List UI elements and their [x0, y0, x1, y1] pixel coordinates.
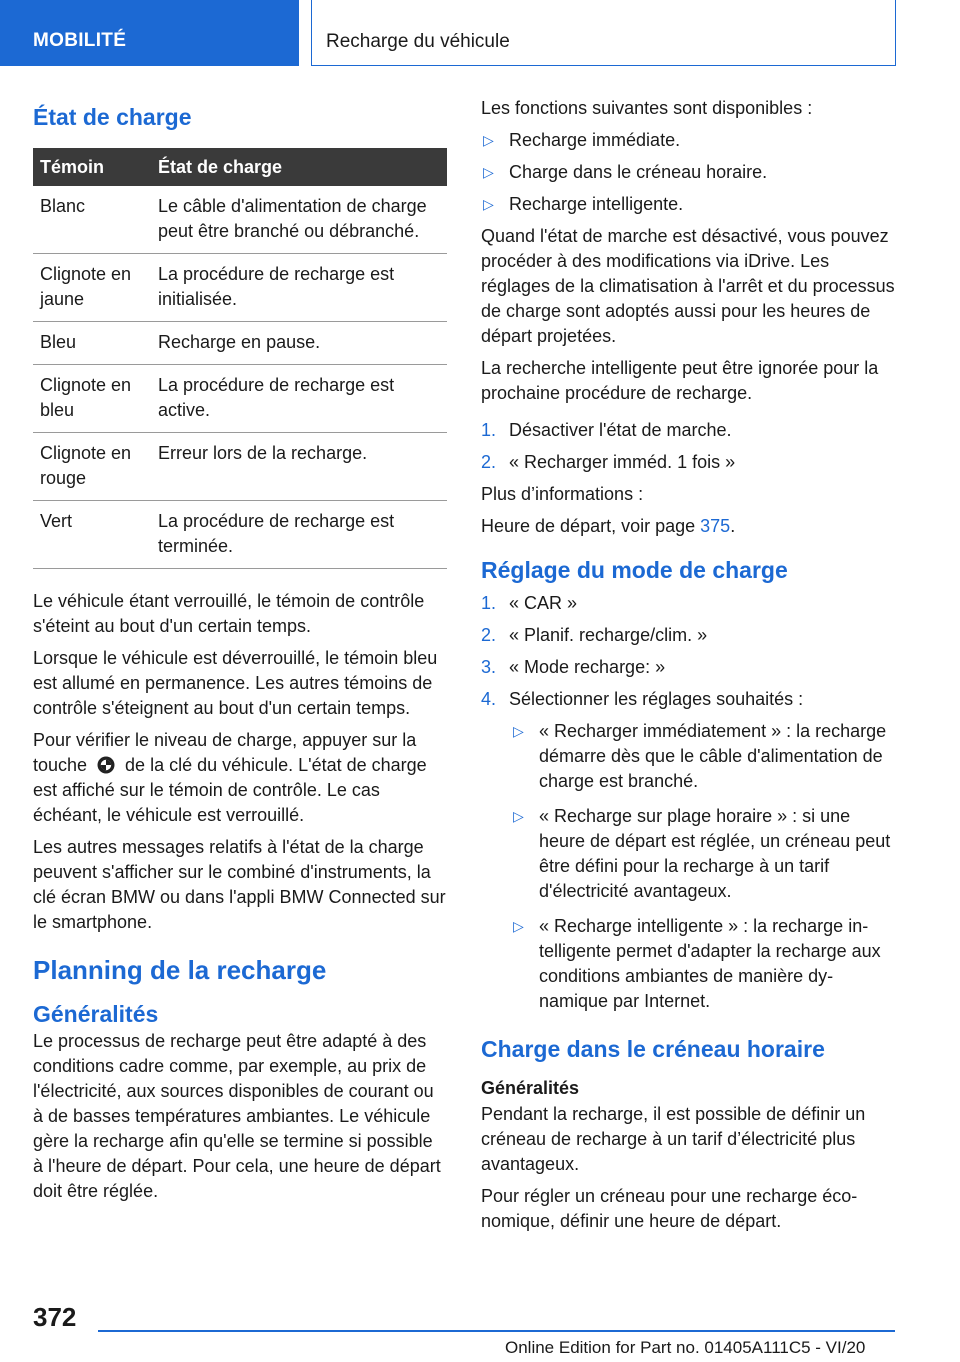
paragraph-text: de la clé du véhicule. L'état de charge est affiché sur le témoin de contrôle. Le cas échéant, le véhicule est verrouillé. [33, 755, 427, 825]
list-item [481, 160, 895, 185]
chapter-title: Recharge du véhicule [311, 0, 896, 66]
list-item-text: Désactiver l'état de marche. [509, 420, 732, 440]
reference-text: Heure de départ, voir page [481, 516, 696, 536]
list-item [481, 591, 895, 616]
triangle-right-icon: ▷ [483, 132, 494, 148]
table-row [33, 501, 447, 569]
list-item-text: « Recharger imméd. 1 fois » [509, 452, 736, 472]
paragraph: Pendant la recharge, il est possible de définir un créneau de recharge à un tarif d’électricité plus avantageux. [481, 1104, 866, 1174]
list-item [481, 192, 895, 217]
table-row [33, 433, 447, 501]
triangle-right-icon: ▷ [513, 723, 524, 739]
heading-generalites: Généralités [33, 1001, 159, 1027]
list-item-text: Recharge immédiate. [509, 130, 681, 150]
heading-reglage-mode: Réglage du mode de charge [481, 557, 788, 583]
bmw-roundel-icon [97, 756, 115, 774]
table-cell: Blanc [33, 186, 151, 254]
table-row [33, 322, 447, 365]
step-number: 1. [481, 420, 497, 440]
step-number: 4. [481, 689, 497, 709]
table-cell: Clignote en jaune [33, 254, 151, 322]
left-column [33, 96, 447, 1211]
heading-etat-de-charge: État de charge [33, 104, 192, 130]
step-number: 1. [481, 593, 497, 613]
heading-planning-recharge: Planning de la recharge [33, 955, 327, 985]
table-cell: Bleu [33, 322, 151, 365]
list-item [511, 719, 895, 794]
page-footer [0, 1290, 960, 1362]
table-cell: Vert [33, 501, 151, 569]
list-item-text: Recharge intelligente. [509, 194, 684, 214]
settings-steps-list [481, 591, 895, 712]
paragraph: Les autres messages relatifs à l'état de la charge peuvent s'afficher sur le combiné d'instruments, la clé écran BMW ou dans l'appli BMW Connected sur le smartphone. [33, 837, 446, 932]
paragraph: La recherche intelligente peut être ignorée pour la prochaine procédure de recharge. [481, 358, 879, 403]
table-cell: La procédure de recharge est initialisée. [151, 254, 447, 322]
table-header-cell: État de charge [151, 148, 447, 186]
table-row [33, 186, 447, 254]
list-item [481, 418, 895, 443]
triangle-right-icon: ▷ [513, 808, 524, 824]
list-item-text: « Recharger immédiatement » : la recharge démarre dès que le câble d'alimentation de charge est branché. [539, 721, 887, 791]
paragraph: Le véhicule étant verrouillé, le témoin de contrôle s'éteint au bout d'un certain temps. [33, 591, 425, 636]
table-cell: Clignote en bleu [33, 365, 151, 433]
list-item [481, 687, 895, 712]
paragraph: Le processus de recharge peut être adapté à des conditions cadre comme, par exemple, au prix de l'électricité, aux sources disponibles de courant ou à de basses températures ambiantes. Le véhicule gère la recharge afin qu'elle se termine si possible à l'heure de départ. Pour cela, une heure de départ doit être réglée. [33, 1031, 441, 1201]
list-item [511, 914, 895, 1014]
paragraph: Les fonctions suivantes sont disponibles : [481, 98, 813, 118]
step-number: 2. [481, 452, 497, 472]
charge-mode-options [511, 719, 895, 1014]
heading-generalites: Généralités [481, 1078, 580, 1098]
triangle-right-icon: ▷ [513, 918, 524, 934]
table-cell: Le câble d'alimentation de charge peut être branché ou débranché. [151, 186, 447, 254]
table-header-row [33, 148, 447, 186]
steps-list [481, 418, 895, 475]
table-row [33, 254, 447, 322]
paragraph: Pour régler un créneau pour une recharge économique, définir une heure de départ. [481, 1186, 858, 1231]
table-cell: La procédure de recharge est terminée. [151, 501, 447, 569]
heading-charge-creneau: Charge dans le créneau horaire [481, 1036, 825, 1062]
functions-list [481, 128, 895, 217]
footer-divider [98, 1330, 895, 1332]
table-cell: Recharge en pause. [151, 322, 447, 365]
cross-reference [481, 514, 895, 539]
edition-text: Online Edition for Part no. 01405A111C5 - VI/20 [505, 1338, 866, 1357]
page-number: 372 [33, 1302, 77, 1332]
list-item-text: « Recharge intelligente » : la recharge intelligente permet d'adapter la recharge aux conditions ambiantes de manière dynamique par Internet. [539, 916, 881, 1011]
list-item [481, 655, 895, 680]
right-column [481, 96, 895, 1241]
reference-end: . [730, 516, 736, 536]
table-header-cell: Témoin [33, 148, 151, 186]
triangle-right-icon: ▷ [483, 164, 494, 180]
list-item-text: Charge dans le créneau horaire. [509, 162, 768, 182]
table-cell: La procédure de recharge est active. [151, 365, 447, 433]
list-item-text: « Recharge sur plage horaire » : si une heure de départ est réglée, un créneau peut être défini pour la recharge à un tarif d'électricité avantageux. [539, 806, 891, 901]
paragraph-key-check [33, 728, 447, 828]
list-item-text: « CAR » [509, 593, 578, 613]
paragraph: Lorsque le véhicule est déverrouillé, le témoin bleu est allumé en permanence. Les autres témoins de contrôle s'éteignent au bout d'un certain temps. [33, 648, 438, 718]
table-cell: Clignote en rouge [33, 433, 151, 501]
paragraph: Quand l'état de marche est désactivé, vous pouvez procéder à des modifications via iDrive. Les réglages de la climatisation à l'arrêt et du processus de charge sont adoptés aussi pour les heures de départ projetées. [481, 226, 895, 346]
step-number: 2. [481, 625, 497, 645]
list-item [481, 450, 895, 475]
page-link[interactable]: 375 [700, 516, 731, 536]
paragraph-text: Pour vérifier le niveau de charge, appuyer sur la touche [33, 730, 417, 775]
list-item-text: « Mode recharge: » [509, 657, 666, 677]
table-row [33, 365, 447, 433]
charge-status-table [33, 148, 447, 569]
paragraph: Plus d’informations : [481, 484, 644, 504]
list-item [511, 804, 895, 904]
list-item-text: Sélectionner les réglages souhaités : [509, 689, 804, 709]
table-cell: Erreur lors de la recharge. [151, 433, 447, 501]
list-item [481, 128, 895, 153]
options-wrapper [481, 719, 895, 1014]
list-item [481, 623, 895, 648]
triangle-right-icon: ▷ [483, 196, 494, 212]
page-header [0, 0, 960, 66]
section-tab: MOBILITÉ [0, 0, 299, 66]
list-item-text: « Planif. recharge/clim. » [509, 625, 708, 645]
step-number: 3. [481, 657, 497, 677]
